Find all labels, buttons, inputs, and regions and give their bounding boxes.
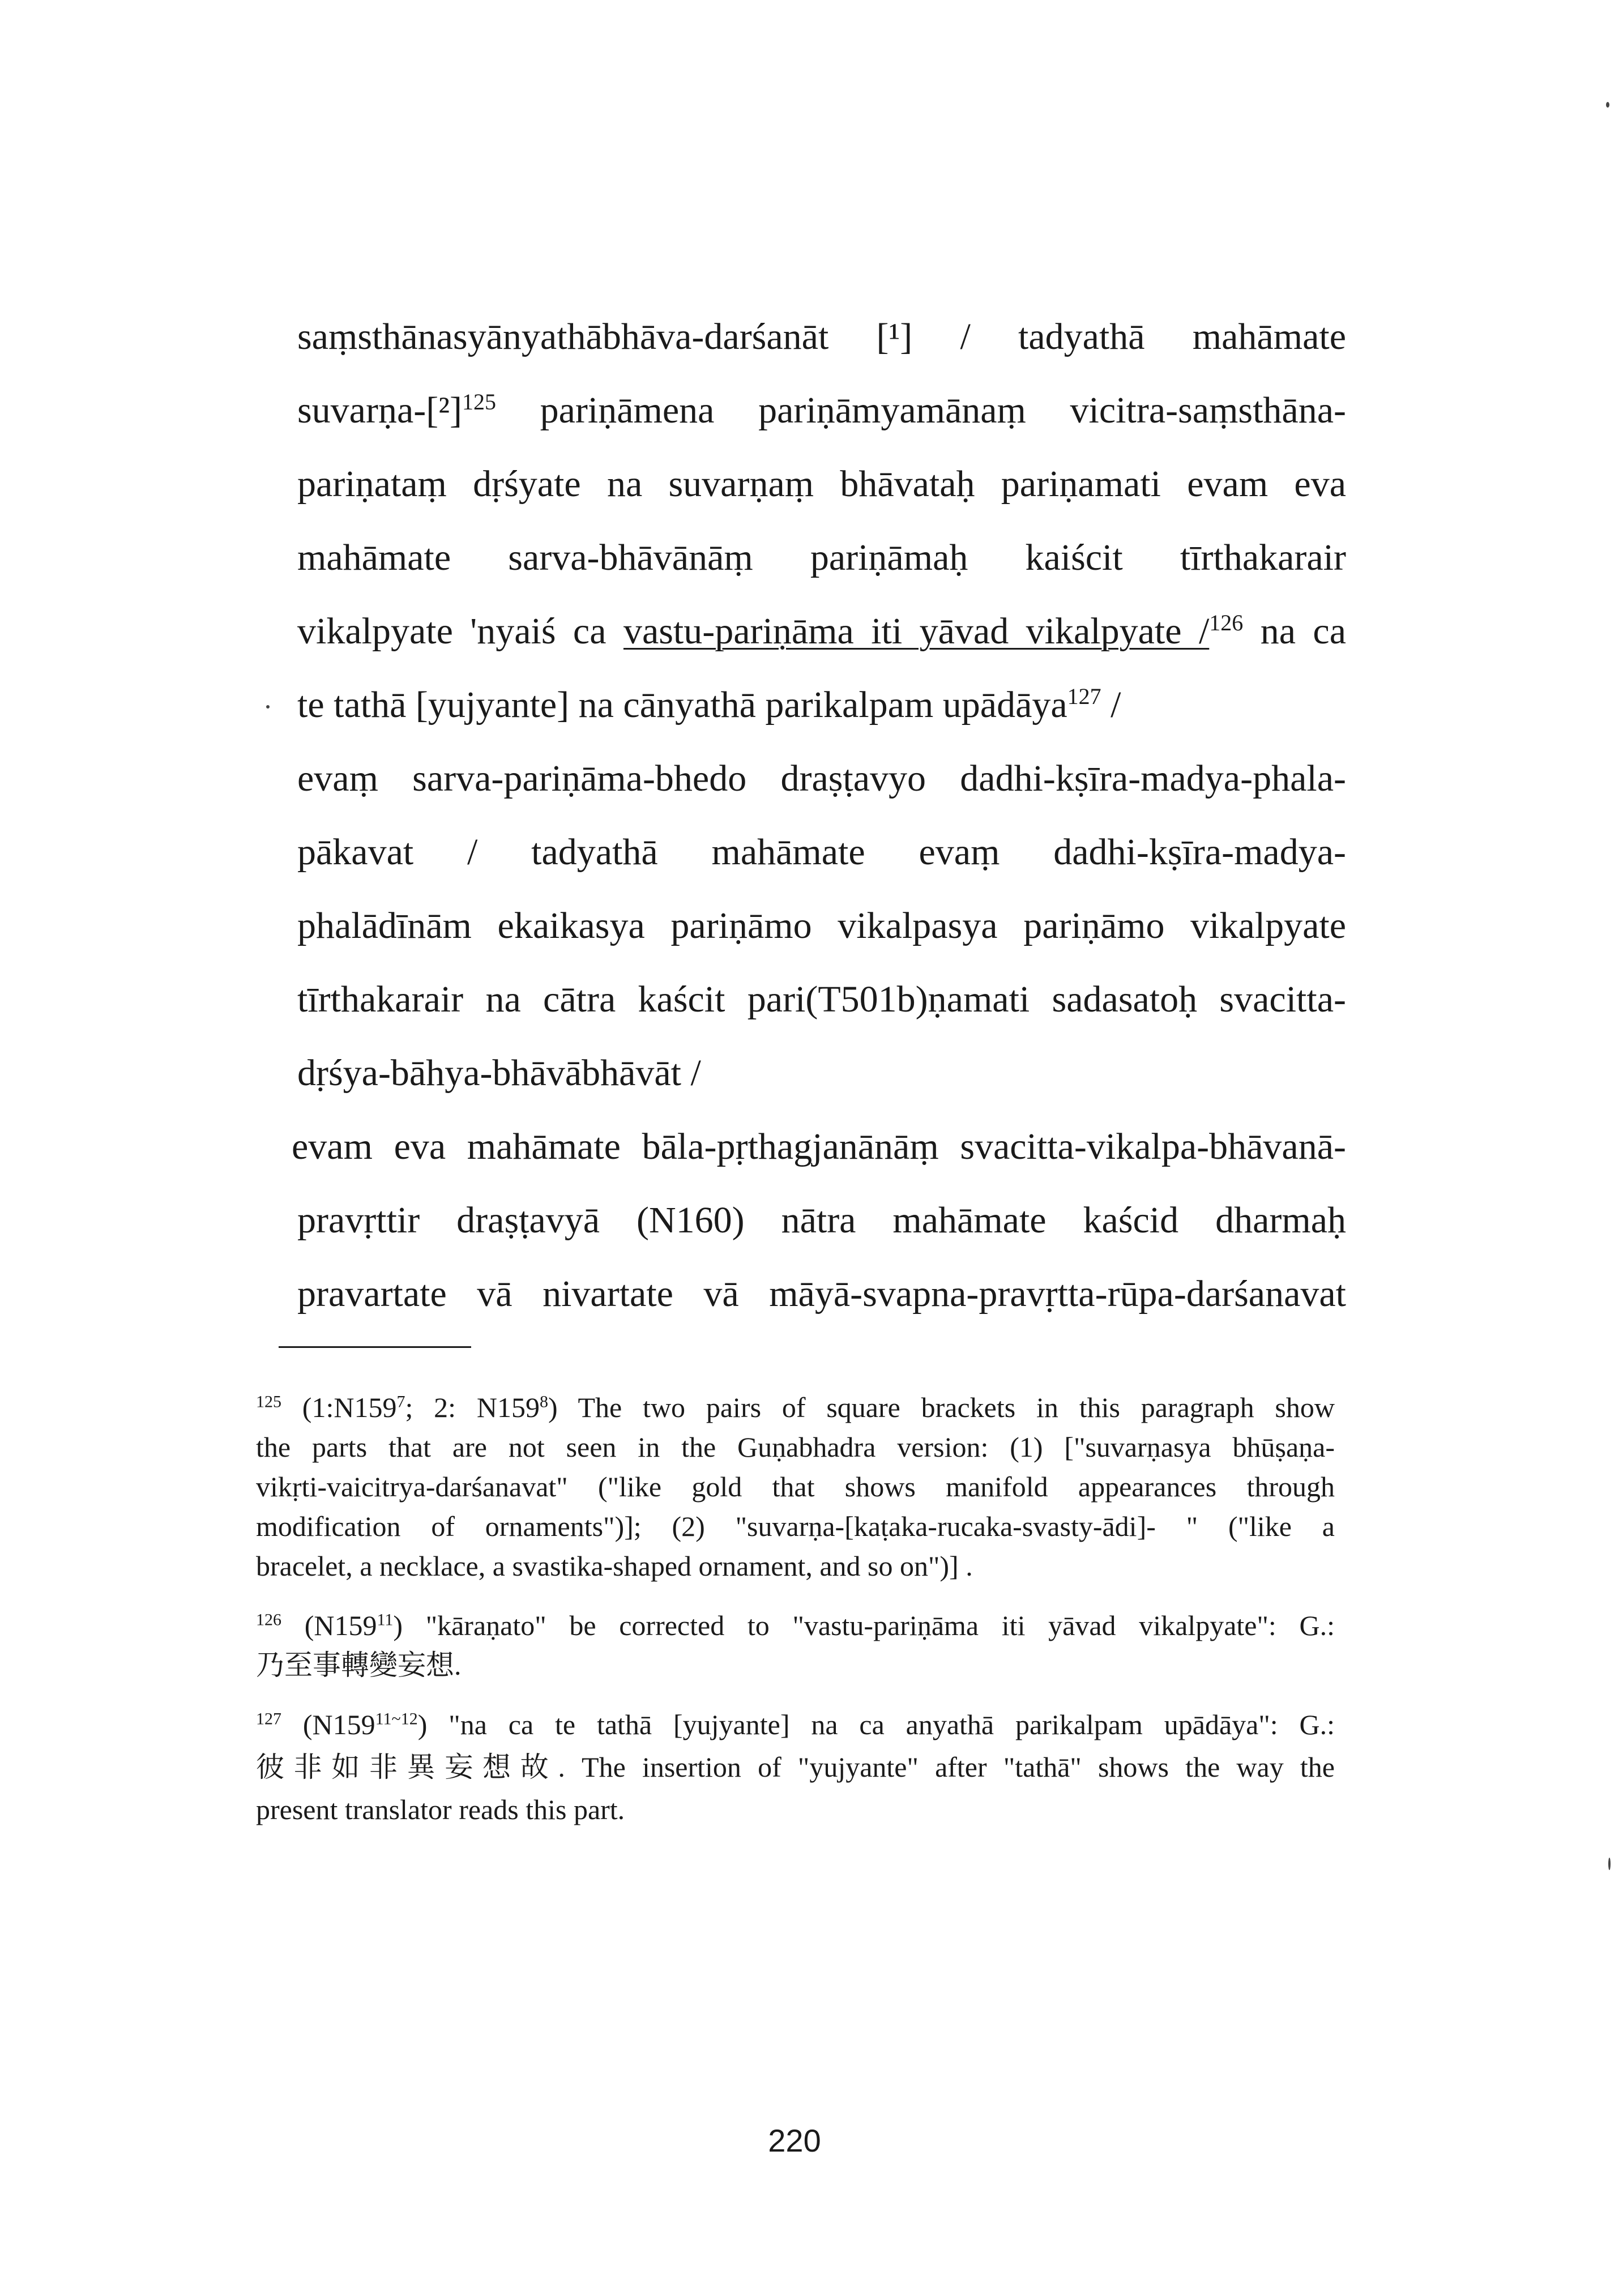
page-number: 220 — [768, 2123, 821, 2158]
footnote-mark-125: 125 — [256, 1392, 281, 1411]
scan-speck — [1608, 1858, 1611, 1870]
footnote-mark-127: 127 — [256, 1709, 281, 1729]
scan-speck — [266, 705, 270, 709]
footnote-127-line-1: $^{127}$ $(N159^{11\sim 12})$ "na ca te tathā [yujyante] na ca anyathā parikalpam upādāya": G.: — [256, 1709, 1335, 1740]
main-text-line-8: pākavat / tadyathā mahāmate evaṃ dadhi-kṣīra-madya- — [297, 831, 1346, 873]
footnote-125-line-1: $^{125}$ ($1:N159^7$; 2: $N159^8$) The two pairs of square brackets in this paragraph show — [256, 1392, 1335, 1423]
main-text-line-10: tīrthakarair na cātra kaścit pari(T501b)ṇamati sadasatoḥ svacitta- — [297, 979, 1346, 1020]
main-text-line-12: evam eva mahāmate bāla-pṛthagjanānāṃ svacitta-vikalpa-bhāvanā- — [292, 1126, 1346, 1167]
footnote-ref-125[interactable]: 125 — [462, 389, 496, 415]
footnote-125-line-3: vikṛti-vaicitrya-darśanavat" ("like gold that shows manifold appearances through — [256, 1471, 1335, 1503]
main-text-line-1: saṃsthānasyānyathābhāva-darśanāt [¹] / tadyathā mahāmate — [297, 316, 1346, 357]
main-text-line-11: dṛśya-bāhya-bhāvābhāvāt / — [297, 1052, 701, 1094]
footnote-127-line-3: present translator reads this part. — [256, 1794, 625, 1825]
main-text-line-14: pravartate vā nivartate vā māyā-svapna-pravṛtta-rūpa-darśanavat — [297, 1273, 1346, 1315]
underlined-phrase: vastu-pariṇāma iti yāvad vikalpyate / — [623, 611, 1210, 652]
main-text-line-5: vikalpyate 'nyaiś ca vastu-pariṇāma iti yāvad vikalpyate /$^{126}$ na ca — [297, 610, 1347, 652]
main-text-line-9: phalādīnām ekaikasya pariṇāmo vikalpasya pariṇāmo vikalpyate — [297, 905, 1346, 946]
footnote-126-line-1: $^{126}$ $(N159^{11})$ "kāraṇato" be corrected to "vastu-pariṇāma iti yāvad vikalpyate": G.: — [256, 1610, 1335, 1641]
main-text-line-13: pravṛttir draṣṭavyā (N160) nātra mahāmate kaścid dharmaḥ — [297, 1200, 1346, 1241]
footnote-127-line-2: 彼非如非異妄想故. The insertion of "yujyante" after "tathā" shows the way the — [256, 1751, 1335, 1783]
footnote-125-line-5: bracelet, a necklace, a svastika-shaped ornament, and so on")] . — [256, 1550, 973, 1582]
main-text-line-6: te tathā [yujyante] na cānyathā parikalpam upādāya$^{127}$ / — [297, 684, 1121, 725]
main-text-line-4: mahāmate sarva-bhāvānāṃ pariṇāmaḥ kaiścit tīrthakarair — [297, 537, 1346, 578]
footnote-ref-126[interactable]: 126 — [1209, 610, 1244, 635]
footnote-125-line-4: modification of ornaments")]; (2) "suvarṇa-[kaṭaka-rucaka-svasty-ādi]- " ("like a — [256, 1510, 1335, 1542]
scan-speck — [1606, 102, 1609, 108]
footnote-separator — [279, 1346, 471, 1348]
main-text-line-2: suvarṇa-$[^2]^{125}$ pariṇāmena pariṇāmyamānaṃ vicitra-saṃsthāna- — [297, 389, 1346, 431]
main-text-line-7: evaṃ sarva-pariṇāma-bhedo draṣṭavyo dadhi-kṣīra-madya-phala- — [297, 758, 1346, 799]
footnote-mark-126: 126 — [256, 1610, 281, 1629]
main-text-line-3: pariṇataṃ dṛśyate na suvarṇaṃ bhāvataḥ pariṇamati evam eva — [297, 463, 1346, 505]
footnote-125-line-2: the parts that are not seen in the Guṇabhadra version: (1) ["suvarṇasya bhūṣaṇa- — [256, 1431, 1335, 1463]
footnote-ref-127[interactable]: 127 — [1067, 684, 1101, 709]
footnote-126-line-2: 乃至事轉變妄想. — [256, 1649, 462, 1681]
